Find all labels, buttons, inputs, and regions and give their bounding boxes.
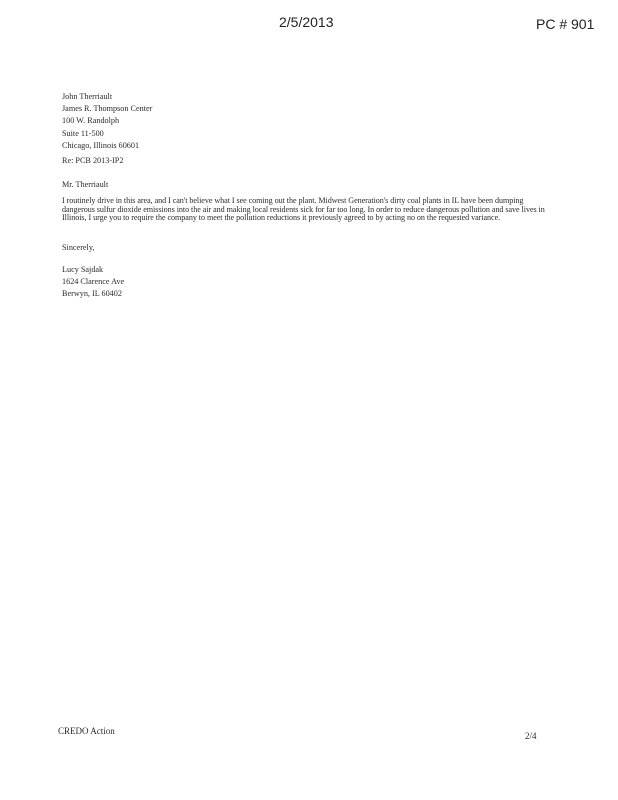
pc-number-stamp: PC # 901: [536, 16, 595, 32]
recipient-city: Chicago, Illinois 60601: [62, 140, 140, 150]
footer-page-number: 2/4: [525, 731, 537, 741]
salutation: Mr. Therriault: [62, 180, 109, 189]
recipient-suite: Suite 11-500: [62, 128, 104, 138]
signer-street: 1624 Clarence Ave: [62, 277, 125, 287]
letter-body: I routinely drive in this area, and I can't believe what I see coming out the plant. Midwest Generation's dirty coal plants in IL have been dumping dangerous sulfur dioxide emissions into the air and making local residents sick for far too long. In order to reduce dangerous pollution and save lives in Illinois, I urge you to require the company to meet the pollution reductions it previously agreed to by acting no on the requested variance.: [62, 196, 545, 223]
recipient-address: [62, 91, 554, 152]
signature-block: [62, 264, 554, 301]
signer-city: Berwyn, IL 60402: [62, 289, 122, 299]
recipient-building: James R. Thompson Center: [62, 104, 153, 114]
recipient-street: 100 W. Randolph: [62, 116, 120, 126]
received-date-stamp: 2/5/2013: [279, 14, 334, 30]
re-line: Re: PCB 2013-IP2: [62, 156, 124, 165]
footer-organization: CREDO Action: [58, 726, 115, 736]
recipient-name: John Therriault: [62, 92, 113, 101]
closing: Sincerely,: [62, 243, 95, 252]
signer-name: Lucy Sajdak: [62, 265, 104, 274]
